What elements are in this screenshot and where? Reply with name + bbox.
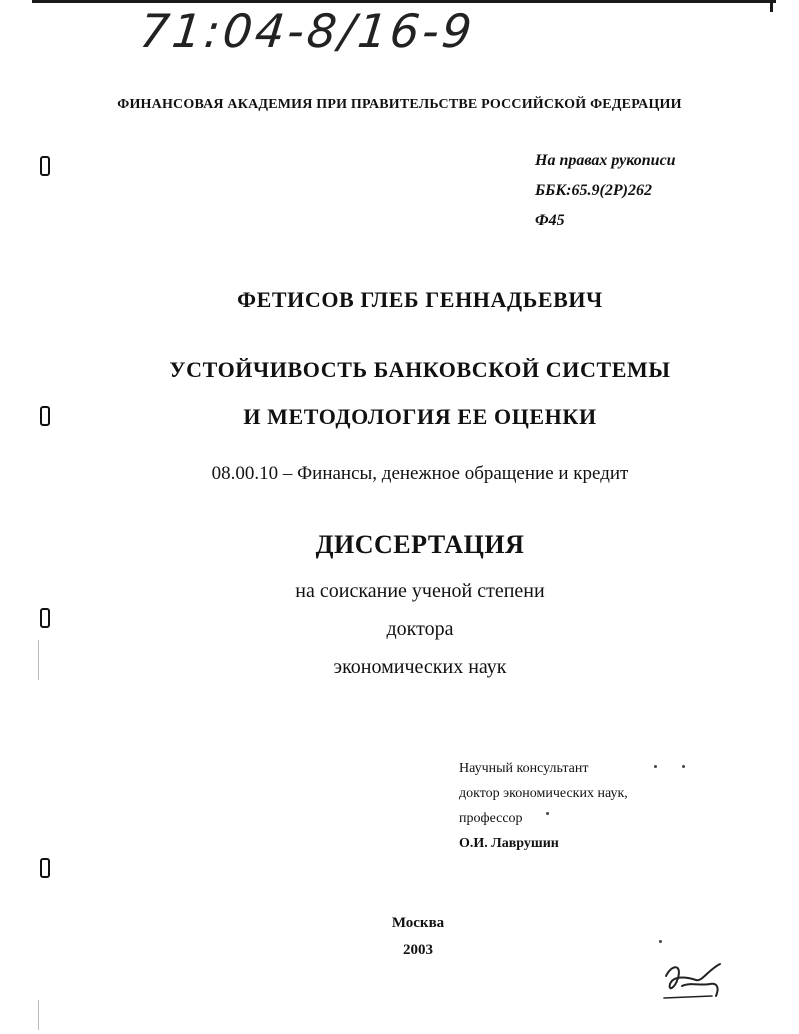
punch-hole-mark — [40, 608, 50, 628]
consultant-rank: профессор — [459, 811, 523, 826]
scan-edge-mark — [38, 640, 39, 680]
handwritten-catalog-number: 71:04-8/16-9 — [137, 4, 478, 58]
consultant-degree: доктор экономических наук, — [459, 786, 628, 801]
scan-speck — [682, 765, 685, 768]
consultant-role: Научный консультант — [459, 761, 589, 776]
city: Москва — [391, 915, 445, 931]
manuscript-rights-label: На правах рукописи — [535, 152, 676, 169]
title-line-2: И МЕТОДОЛОГИЯ ЕЕ ОЦЕНКИ — [243, 404, 597, 429]
consultant-block — [459, 756, 628, 856]
punch-hole-mark — [40, 156, 50, 176]
rights-block — [535, 146, 676, 236]
degree-line-3: экономических наук — [333, 656, 507, 678]
scan-speck — [659, 940, 662, 943]
signature-mark — [660, 956, 726, 1002]
document-type: ДИССЕРТАЦИЯ — [315, 530, 525, 559]
bbk-code: ББК:65.9(2Р)262 — [535, 182, 652, 199]
top-border-tick — [770, 0, 773, 12]
scan-speck — [654, 765, 657, 768]
title-line-1: УСТОЙЧИВОСТЬ БАНКОВСКОЙ СИСТЕМЫ — [169, 357, 671, 382]
punch-hole-mark — [40, 406, 50, 426]
consultant-name: О.И. Лаврушин — [459, 836, 559, 851]
degree-line-2: доктора — [386, 618, 454, 640]
scan-edge-mark — [38, 1000, 39, 1030]
institution-name: ФИНАНСОВАЯ АКАДЕМИЯ ПРИ ПРАВИТЕЛЬСТВЕ РОССИЙСКОЙ ФЕДЕРАЦИИ — [117, 97, 682, 112]
scan-speck — [546, 812, 549, 815]
top-border-line — [32, 0, 776, 3]
specialty-code: 08.00.10 – Финансы, денежное обращение и кредит — [211, 463, 629, 484]
dissertation-title — [0, 346, 799, 440]
degree-line-1: на соискание ученой степени — [295, 580, 545, 602]
degree-block — [0, 572, 799, 686]
punch-hole-mark — [40, 858, 50, 878]
year: 2003 — [403, 942, 433, 958]
author-name: ФЕТИСОВ ГЛЕБ ГЕННАДЬЕВИЧ — [237, 287, 603, 312]
index-code: Ф45 — [535, 212, 565, 229]
